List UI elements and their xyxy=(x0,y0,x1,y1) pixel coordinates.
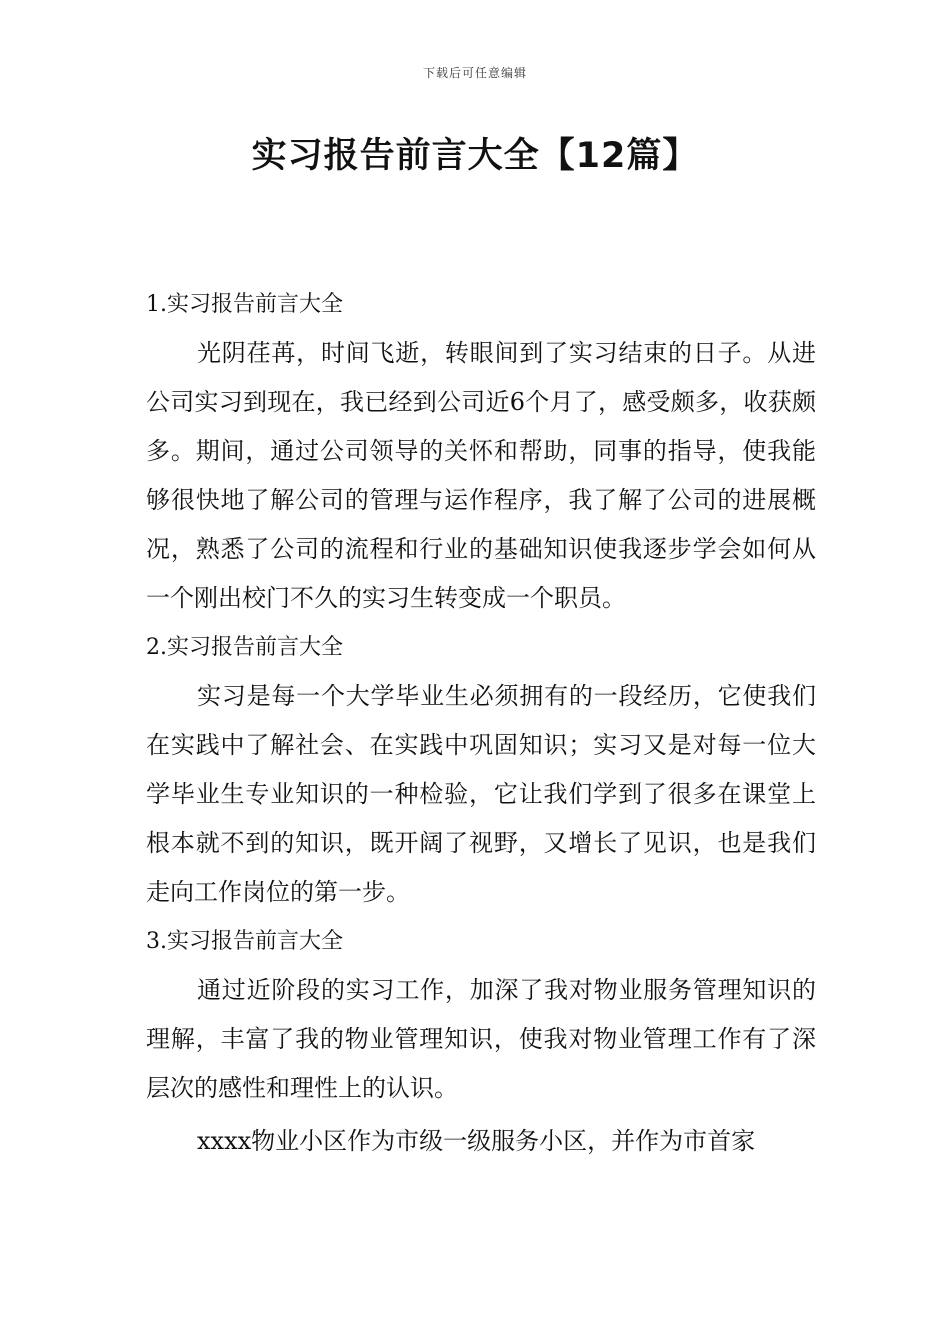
section-heading: 2.实习报告前言大全 xyxy=(146,635,343,660)
section-heading: 3.实习报告前言大全 xyxy=(146,929,343,954)
section-2 xyxy=(146,623,816,917)
paragraph: xxxx物业小区作为市级一级服务小区，并作为市首家 xyxy=(197,1127,756,1155)
paragraph: 通过近阶段的实习工作，加深了我对物业服务管理知识的理解，丰富了我的物业管理知识，使我对物业管理工作有了深层次的感性和理性上的认识。 xyxy=(146,976,816,1102)
paragraph: 光阴荏苒，时间飞逝，转眼间到了实习结束的日子。从进公司实习到现在，我已经到公司近6个月了，感受颇多，收获颇多。期间，通过公司领导的关怀和帮助，同事的指导，使我能够很快地了解公司的管理与运作程序，我了解了公司的进展概况，熟悉了公司的流程和行业的基础知识使我逐步学会如何从一个刚出校门不久的实习生转变成一个职员。 xyxy=(146,339,816,612)
section-heading: 1.实习报告前言大全 xyxy=(146,292,343,317)
paragraph: 实习是每一个大学毕业生必须拥有的一段经历，它使我们在实践中了解社会、在实践中巩固知识；实习又是对每一位大学毕业生专业知识的一种检验，它让我们学到了很多在课堂上根本就不到的知识，既开阔了视野，又增长了见识，也是我们走向工作岗位的第一步。 xyxy=(146,682,816,906)
section-1 xyxy=(146,280,816,623)
section-3 xyxy=(146,917,816,1166)
header-note: 下载后可任意编辑 xyxy=(422,66,527,80)
document-body xyxy=(146,280,816,1166)
document-title: 实习报告前言大全【12篇】 xyxy=(251,136,699,176)
